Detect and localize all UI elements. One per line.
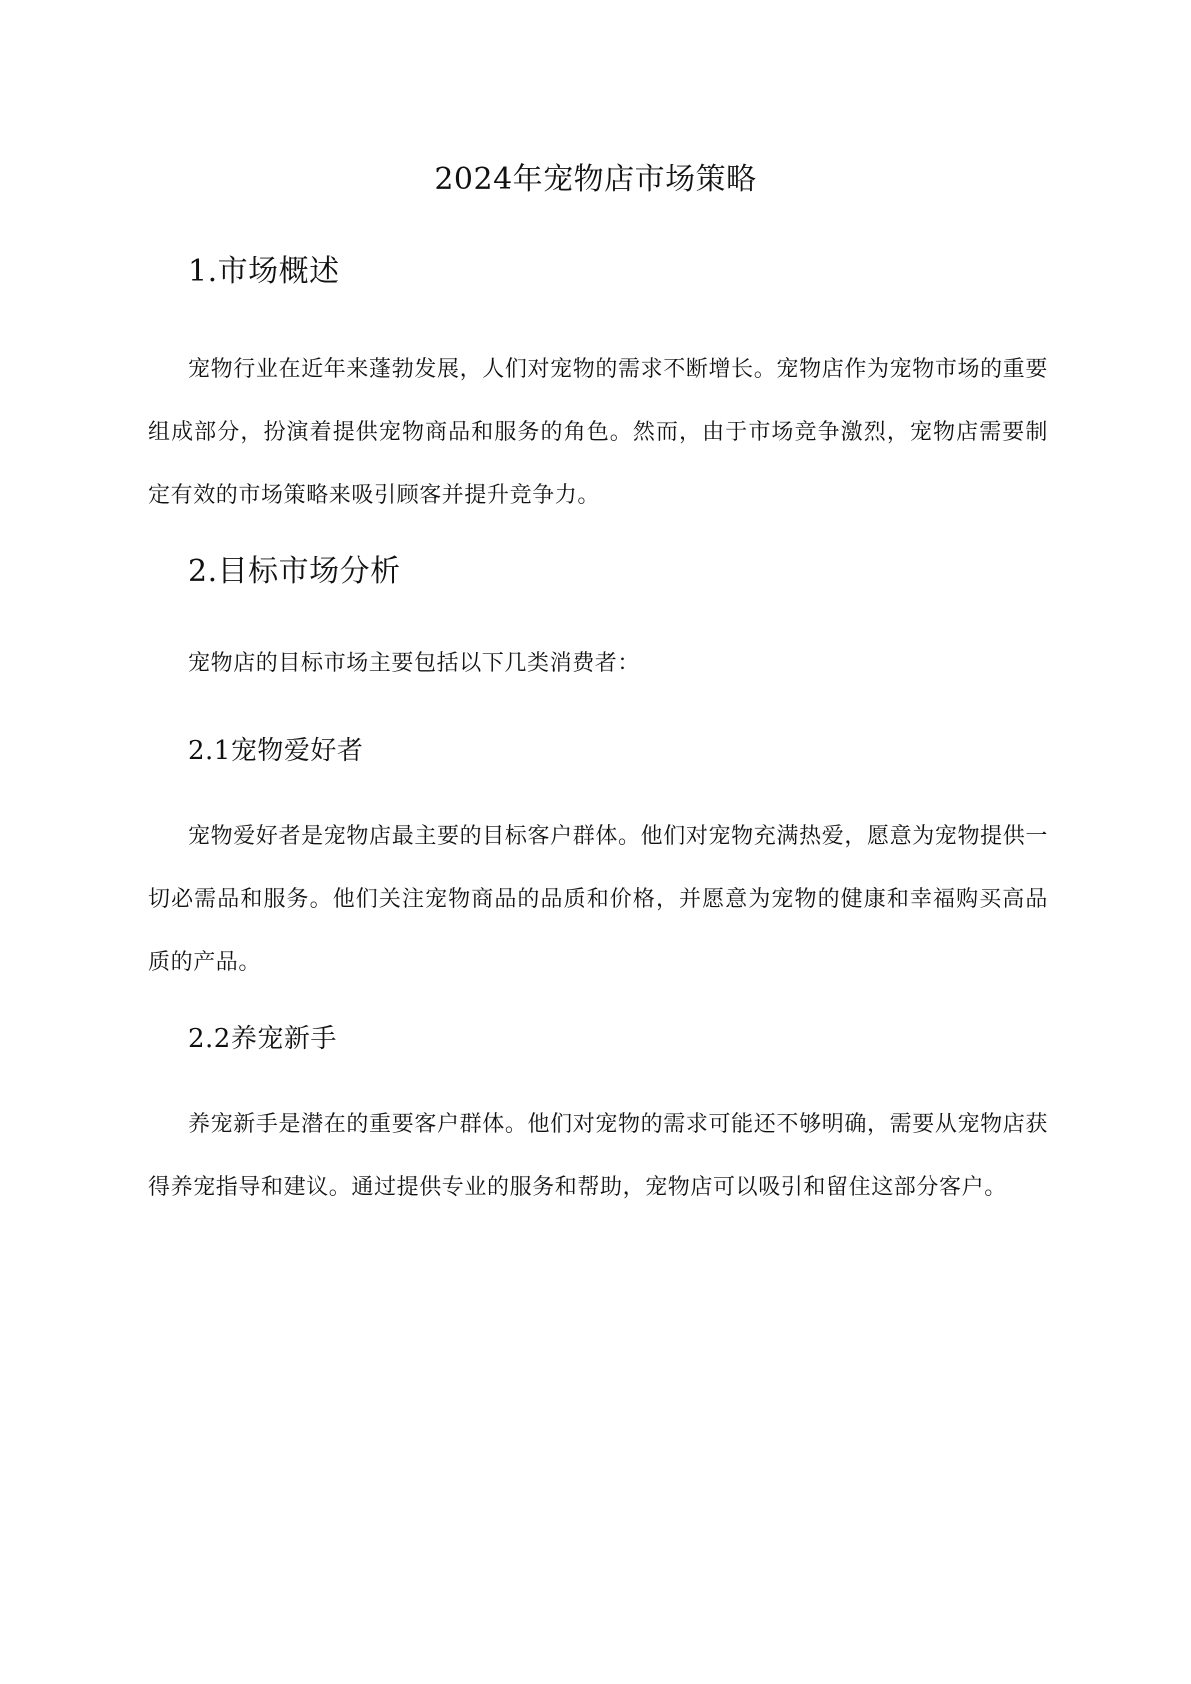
subsection-heading-pet-lovers: 2.1宠物爱好者	[188, 736, 364, 766]
section-heading-target-market: 2.目标市场分析	[188, 554, 401, 589]
paragraph-market-overview: 宠物行业在近年来蓬勃发展，人们对宠物的需求不断增长。宠物店作为宠物市场的重要组成部分，扮演着提供宠物商品和服务的角色。然而，由于市场竞争激烈，宠物店需要制定有效的市场策略来吸引顾客并提升竞争力。	[148, 357, 1048, 508]
subsection-heading-new-pet-owners: 2.2养宠新手	[188, 1024, 337, 1054]
section-heading-market-overview: 1.市场概述	[188, 254, 340, 289]
document-title: 2024年宠物店市场策略	[434, 162, 757, 197]
paragraph-target-market-intro: 宠物店的目标市场主要包括以下几类消费者：	[188, 651, 641, 676]
paragraph-new-pet-owners: 养宠新手是潜在的重要客户群体。他们对宠物的需求可能还不够明确，需要从宠物店获得养宠指导和建议。通过提供专业的服务和帮助，宠物店可以吸引和留住这部分客户。	[148, 1112, 1048, 1200]
paragraph-pet-lovers: 宠物爱好者是宠物店最主要的目标客户群体。他们对宠物充满热爱，愿意为宠物提供一切必需品和服务。他们关注宠物商品的品质和价格，并愿意为宠物的健康和幸福购买高品质的产品。	[148, 824, 1048, 975]
